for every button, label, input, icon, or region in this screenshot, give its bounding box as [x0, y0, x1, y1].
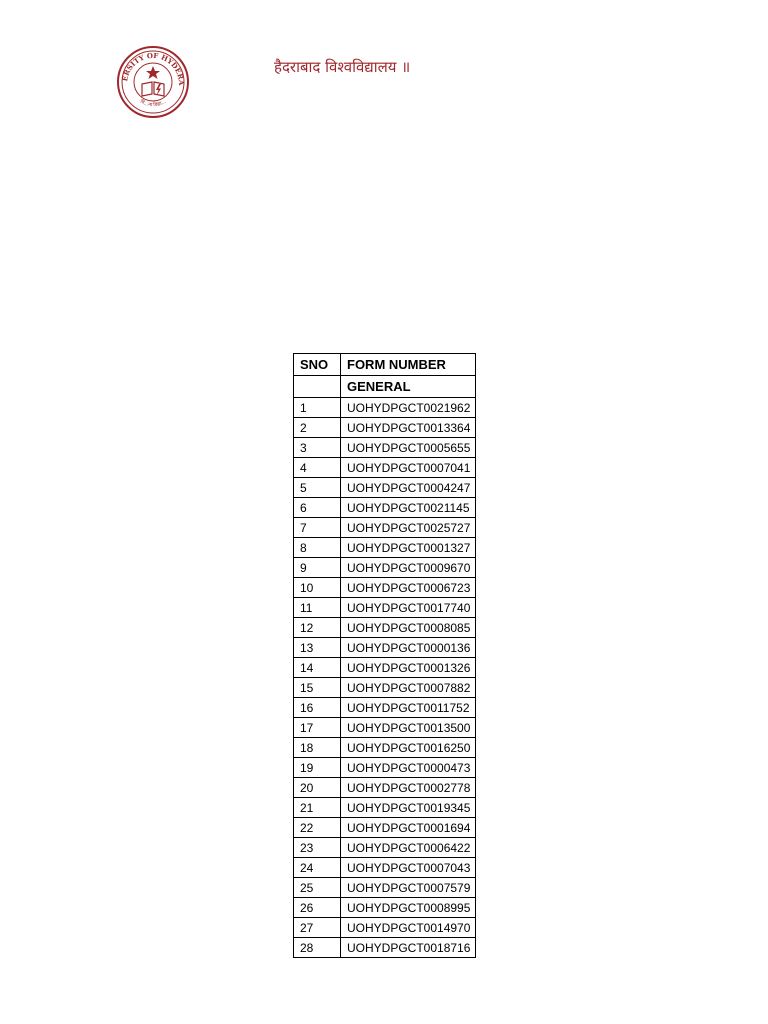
- table-row: [294, 578, 476, 598]
- sno-cell: 24: [294, 858, 341, 878]
- sno-cell: 18: [294, 738, 341, 758]
- seal-text-top: ERSITY OF HYDERA: [120, 50, 187, 86]
- table-row: [294, 638, 476, 658]
- form-number-cell: UOHYDPGCT0000136: [341, 638, 476, 658]
- header-form-number: FORM NUMBER: [341, 354, 476, 376]
- sno-cell: 25: [294, 878, 341, 898]
- form-number-cell: UOHYDPGCT0021145: [341, 498, 476, 518]
- table-row: [294, 838, 476, 858]
- sno-cell: 27: [294, 918, 341, 938]
- sno-cell: 4: [294, 458, 341, 478]
- form-number-cell: UOHYDPGCT0018716: [341, 938, 476, 958]
- table-row: [294, 658, 476, 678]
- sno-cell: 28: [294, 938, 341, 958]
- table-row: [294, 858, 476, 878]
- seal-text-bottom: वि...ना विद्या...: [138, 98, 168, 109]
- sno-cell: 6: [294, 498, 341, 518]
- sno-cell: 8: [294, 538, 341, 558]
- form-number-cell: UOHYDPGCT0001694: [341, 818, 476, 838]
- form-number-cell: UOHYDPGCT0013500: [341, 718, 476, 738]
- form-number-cell: UOHYDPGCT0004247: [341, 478, 476, 498]
- header-sno: SNO: [294, 354, 341, 376]
- sno-cell: 7: [294, 518, 341, 538]
- table-row: [294, 938, 476, 958]
- table-row: [294, 778, 476, 798]
- star-icon: [146, 66, 160, 79]
- table-row: [294, 518, 476, 538]
- form-number-cell: UOHYDPGCT0000473: [341, 758, 476, 778]
- sno-cell: 13: [294, 638, 341, 658]
- table-row: [294, 498, 476, 518]
- svg-text:वि...ना विद्या...: [139, 98, 168, 109]
- sno-cell: 5: [294, 478, 341, 498]
- table-row: [294, 878, 476, 898]
- sno-cell: 20: [294, 778, 341, 798]
- sno-cell: 23: [294, 838, 341, 858]
- table-row: [294, 798, 476, 818]
- sno-cell: 21: [294, 798, 341, 818]
- table-row: [294, 718, 476, 738]
- table-row: [294, 418, 476, 438]
- sno-cell: 1: [294, 398, 341, 418]
- table-row: [294, 678, 476, 698]
- form-number-cell: UOHYDPGCT0007043: [341, 858, 476, 878]
- form-number-cell: UOHYDPGCT0009670: [341, 558, 476, 578]
- form-number-cell: UOHYDPGCT0019345: [341, 798, 476, 818]
- sno-cell: 22: [294, 818, 341, 838]
- seal-graphic: [115, 44, 191, 120]
- form-number-cell: UOHYDPGCT0006723: [341, 578, 476, 598]
- sno-cell: 9: [294, 558, 341, 578]
- form-number-cell: UOHYDPGCT0013364: [341, 418, 476, 438]
- table-header-row: [294, 354, 476, 376]
- sno-cell: 19: [294, 758, 341, 778]
- table-row: [294, 698, 476, 718]
- sno-cell: 16: [294, 698, 341, 718]
- category-label: GENERAL: [341, 376, 476, 398]
- form-number-cell: UOHYDPGCT0006422: [341, 838, 476, 858]
- table-row: [294, 898, 476, 918]
- table-row: [294, 918, 476, 938]
- form-number-cell: UOHYDPGCT0008085: [341, 618, 476, 638]
- form-number-cell: UOHYDPGCT0011752: [341, 698, 476, 718]
- category-sno-cell: [294, 376, 341, 398]
- sno-cell: 14: [294, 658, 341, 678]
- table-row: [294, 598, 476, 618]
- form-number-cell: UOHYDPGCT0007579: [341, 878, 476, 898]
- table-row: [294, 758, 476, 778]
- form-number-table: [293, 353, 476, 958]
- sno-cell: 2: [294, 418, 341, 438]
- sno-cell: 17: [294, 718, 341, 738]
- sno-cell: 12: [294, 618, 341, 638]
- form-number-cell: UOHYDPGCT0017740: [341, 598, 476, 618]
- table-row: [294, 818, 476, 838]
- table-row: [294, 458, 476, 478]
- table-row: [294, 538, 476, 558]
- form-number-cell: UOHYDPGCT0014970: [341, 918, 476, 938]
- sno-cell: 10: [294, 578, 341, 598]
- table-row: [294, 438, 476, 458]
- form-number-cell: UOHYDPGCT0021962: [341, 398, 476, 418]
- svg-text:UNIVERSITY OF HYDERABAD: [115, 44, 186, 86]
- form-number-cell: UOHYDPGCT0001326: [341, 658, 476, 678]
- table-row: [294, 738, 476, 758]
- form-number-cell: UOHYDPGCT0016250: [341, 738, 476, 758]
- table-row: [294, 478, 476, 498]
- form-number-cell: UOHYDPGCT0008995: [341, 898, 476, 918]
- table-row: [294, 398, 476, 418]
- table-row: [294, 618, 476, 638]
- category-row: [294, 376, 476, 398]
- form-number-cell: UOHYDPGCT0001327: [341, 538, 476, 558]
- sno-cell: 3: [294, 438, 341, 458]
- sno-cell: 15: [294, 678, 341, 698]
- form-number-cell: UOHYDPGCT0002778: [341, 778, 476, 798]
- form-number-cell: UOHYDPGCT0025727: [341, 518, 476, 538]
- table-row: [294, 558, 476, 578]
- sno-cell: 26: [294, 898, 341, 918]
- form-number-cell: UOHYDPGCT0007041: [341, 458, 476, 478]
- form-number-cell: UOHYDPGCT0007882: [341, 678, 476, 698]
- sno-cell: 11: [294, 598, 341, 618]
- table-body: [294, 376, 476, 958]
- form-number-cell: UOHYDPGCT0005655: [341, 438, 476, 458]
- university-seal-logo: [115, 44, 191, 120]
- book-icon: [142, 82, 152, 96]
- university-name-hindi: हैदराबाद विश्वविद्यालय ॥: [274, 58, 411, 76]
